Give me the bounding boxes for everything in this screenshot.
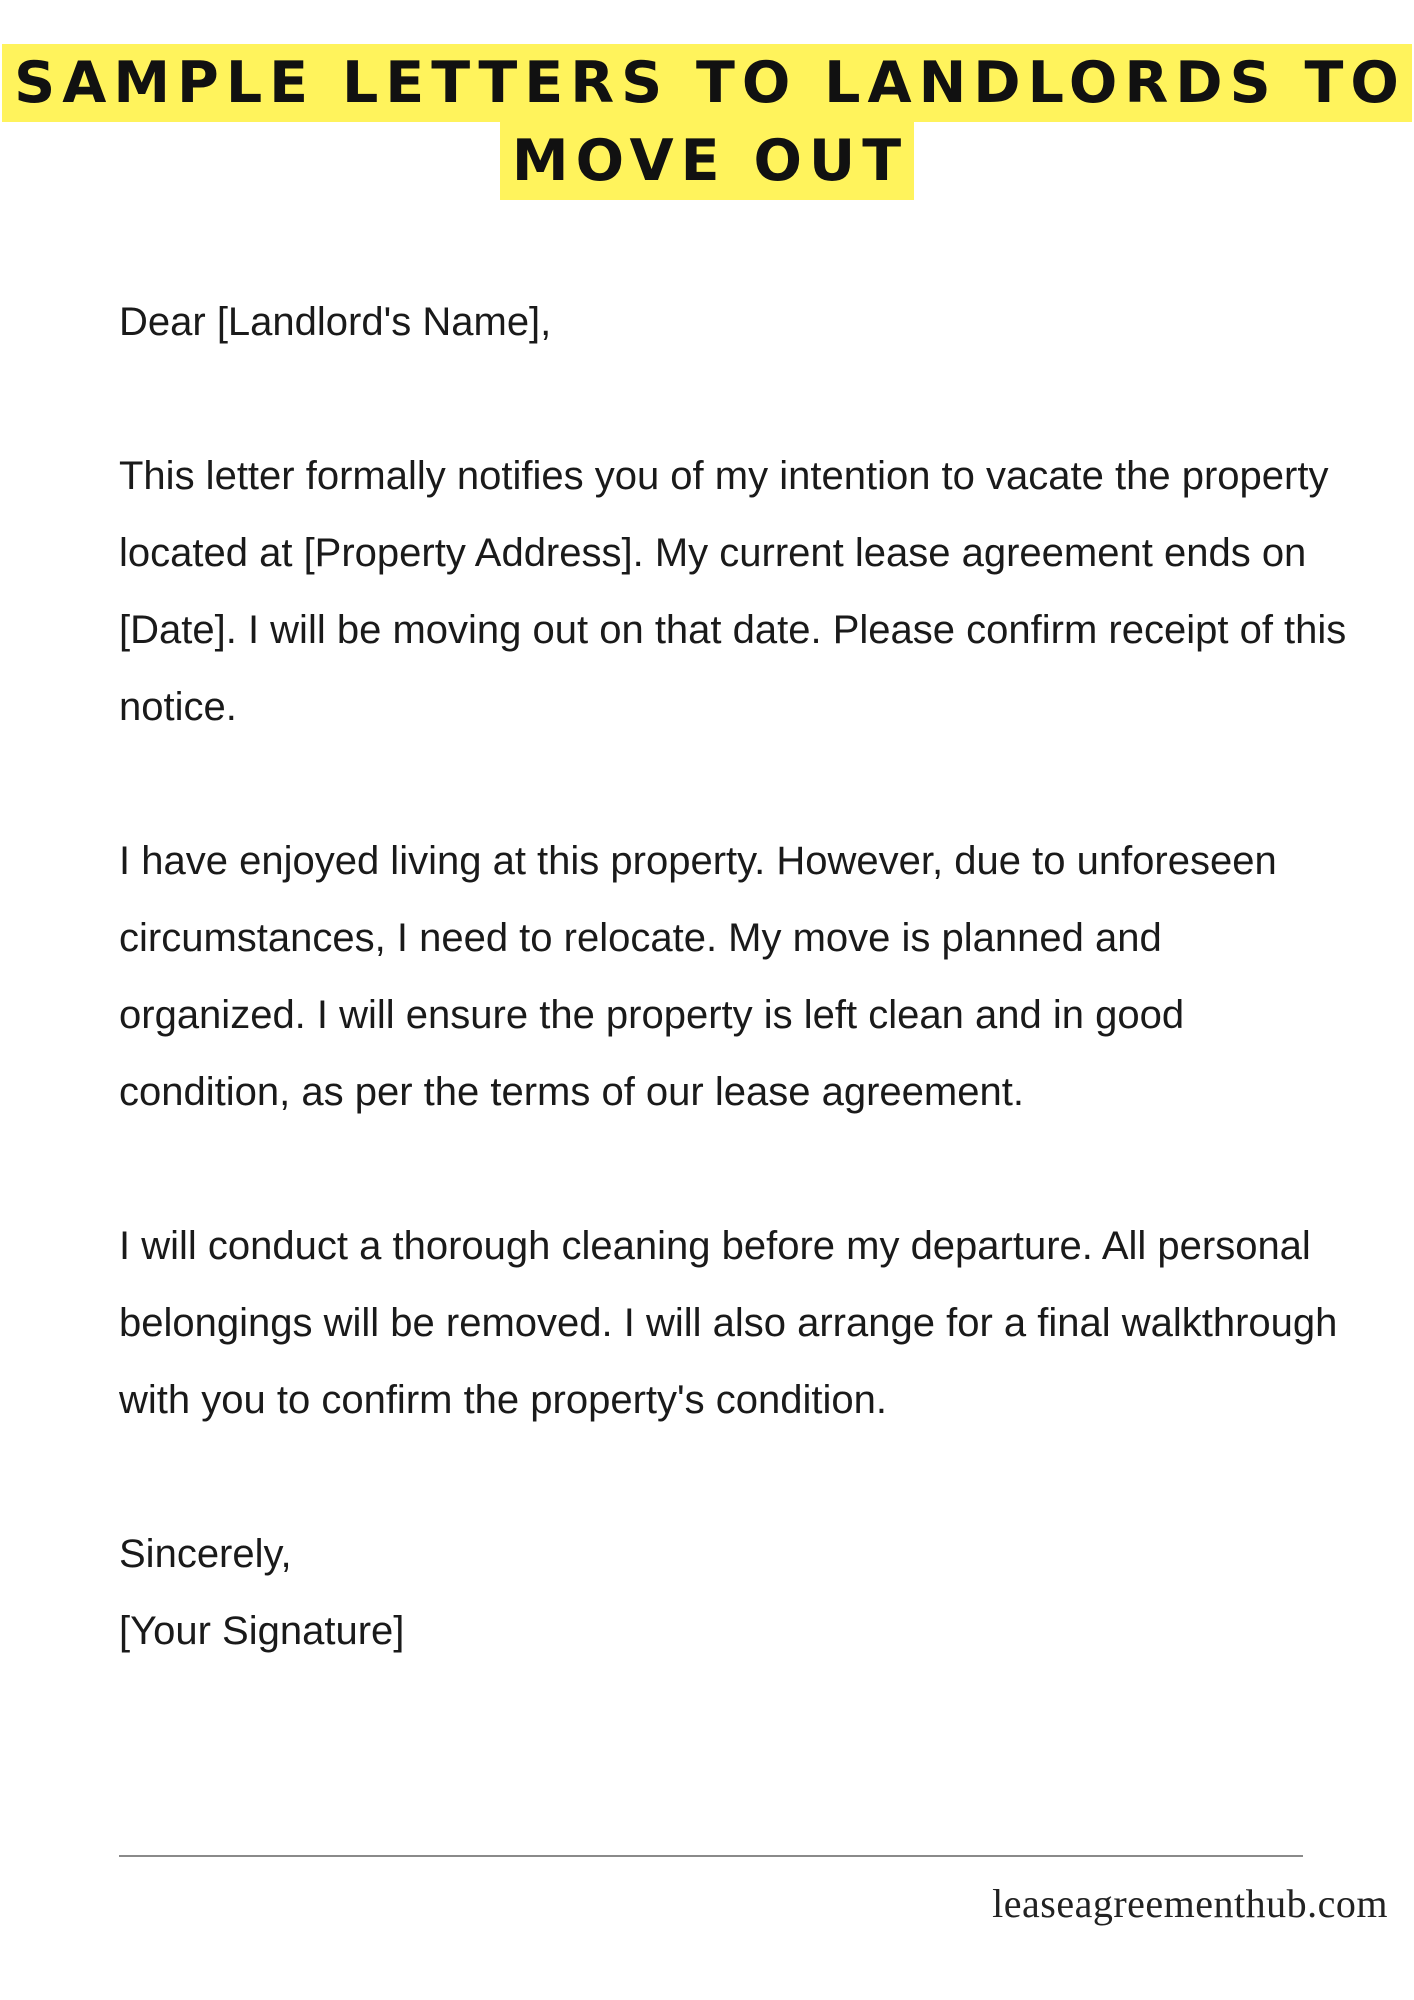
paragraph-3: I will conduct a thorough cleaning before my departure. All personal belongings will be removed. I will also arrange for a final walkthrough with you to confirm the property's condition. [119,1224,1338,1422]
footer-website: leaseagreementhub.com [992,1881,1388,1926]
salutation: Dear [Landlord's Name], [119,300,552,344]
signature: [Your Signature] [119,1609,405,1653]
closing: Sincerely, [119,1532,292,1576]
footer-divider [119,1855,1303,1857]
paragraph-2: I have enjoyed living at this property. However, due to unforeseen circumstances, I need to relocate. My move is planned and organized. I will ensure the property is left clean and in good condition, as per the terms of our lease agreement. [119,839,1277,1114]
title-line-2: MOVE OUT [500,122,914,200]
closing-block [119,1516,1359,1670]
letter-body [119,284,1359,1670]
title-line-1: SAMPLE LETTERS TO LANDLORDS TO [2,44,1412,122]
document-title [0,44,1414,200]
paragraph-1: This letter formally notifies you of my intention to vacate the property located at [Property Address]. My current lease agreement ends on [Date]. I will be moving out on that date. Please confirm receipt of this notice. [119,454,1347,729]
